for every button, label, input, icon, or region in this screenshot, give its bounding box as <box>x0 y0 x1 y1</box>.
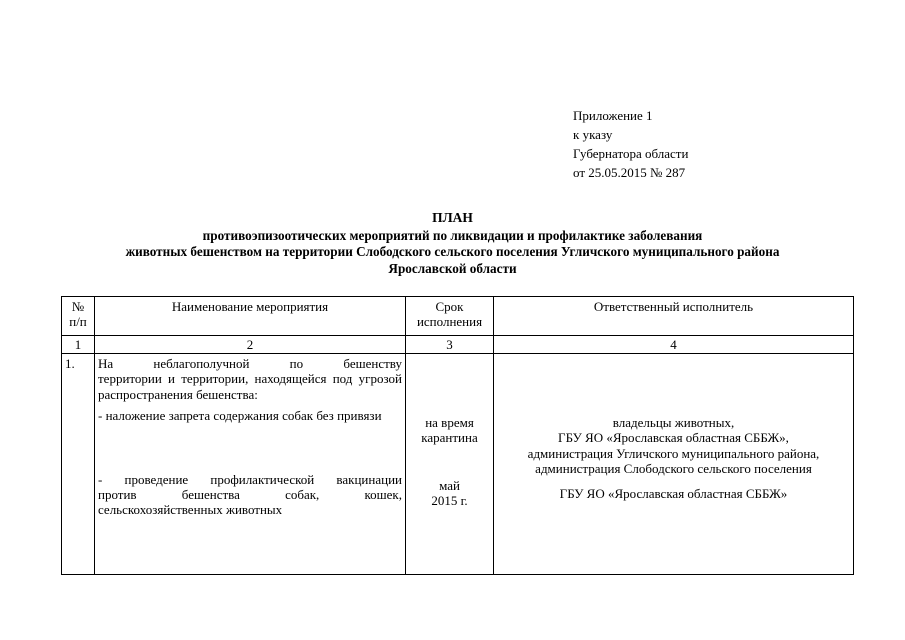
appendix-line-3: Губернатора области <box>573 146 689 161</box>
item-1-responsible-2: ГБУ ЯО «Ярославская областная СББЖ», <box>558 430 789 446</box>
item-1-responsible-3: администрация Угличского муниципального района, <box>527 445 820 461</box>
table-row <box>62 354 854 518</box>
column-number-row <box>62 336 854 354</box>
appendix-line-2: к указу <box>573 127 613 142</box>
row-number: 1. <box>62 354 95 518</box>
section-text-line-1: На неблагополучной по бешенству <box>98 356 402 371</box>
header-term <box>406 297 494 336</box>
responsible-cell <box>494 354 854 518</box>
header-responsible: Ответственный исполнитель <box>494 297 854 336</box>
header-term-line-1: Срок <box>435 299 464 314</box>
header-name: Наименование мероприятия <box>95 297 406 336</box>
item-1-responsible-1: владельцы животных, <box>612 415 735 430</box>
column-number-3: 3 <box>406 336 494 354</box>
table-header-row <box>62 297 854 336</box>
appendix-block <box>573 106 688 182</box>
header-num <box>62 297 95 336</box>
column-number-2: 2 <box>95 336 406 354</box>
title-line-2: животных бешенством на территории Слободского сельского поселения Угличского муниципального района <box>125 244 780 259</box>
item-2-term-line-1: май <box>439 477 460 493</box>
header-term-line-2: исполнения <box>416 314 483 330</box>
item-2-name-line-3: сельскохозяйственных животных <box>98 502 283 518</box>
item-1-term-line-1: на время <box>425 415 474 430</box>
plan-table <box>61 296 854 575</box>
title-line-1: противоэпизоотических мероприятий по ликвидации и профилактике заболевания <box>202 227 703 243</box>
item-2-name-line-2: против бешенства собак, кошек, <box>98 487 402 503</box>
item-2-name-line-1: - проведение профилактической вакцинации <box>98 471 402 487</box>
term-cell <box>406 354 494 518</box>
header-num-line-1: № <box>71 299 85 314</box>
plan-heading: ПЛАН <box>432 210 473 225</box>
section-text-rest: территории и территории, находящейся под угрозой распространения бешенства: <box>98 371 402 402</box>
appendix-line-1: Приложение 1 <box>573 108 653 123</box>
item-1-term-line-2: карантина <box>421 430 478 446</box>
appendix-line-4: от 25.05.2015 № 287 <box>573 165 686 180</box>
section-text <box>95 354 406 518</box>
item-1-responsible-4: администрация Слободского сельского поселения <box>535 461 812 477</box>
title-line-3: Ярославской области <box>388 260 517 276</box>
item-1-name: - наложение запрета содержания собак без привязи <box>98 408 382 424</box>
column-number-1: 1 <box>62 336 95 354</box>
header-num-line-2: п/п <box>69 314 87 330</box>
item-2-term-line-2: 2015 г. <box>431 493 468 509</box>
document-title <box>0 210 905 277</box>
table-bottom-spacer <box>62 518 854 575</box>
column-number-4: 4 <box>494 336 854 354</box>
item-2-responsible-1: ГБУ ЯО «Ярославская областная СББЖ» <box>559 485 788 501</box>
